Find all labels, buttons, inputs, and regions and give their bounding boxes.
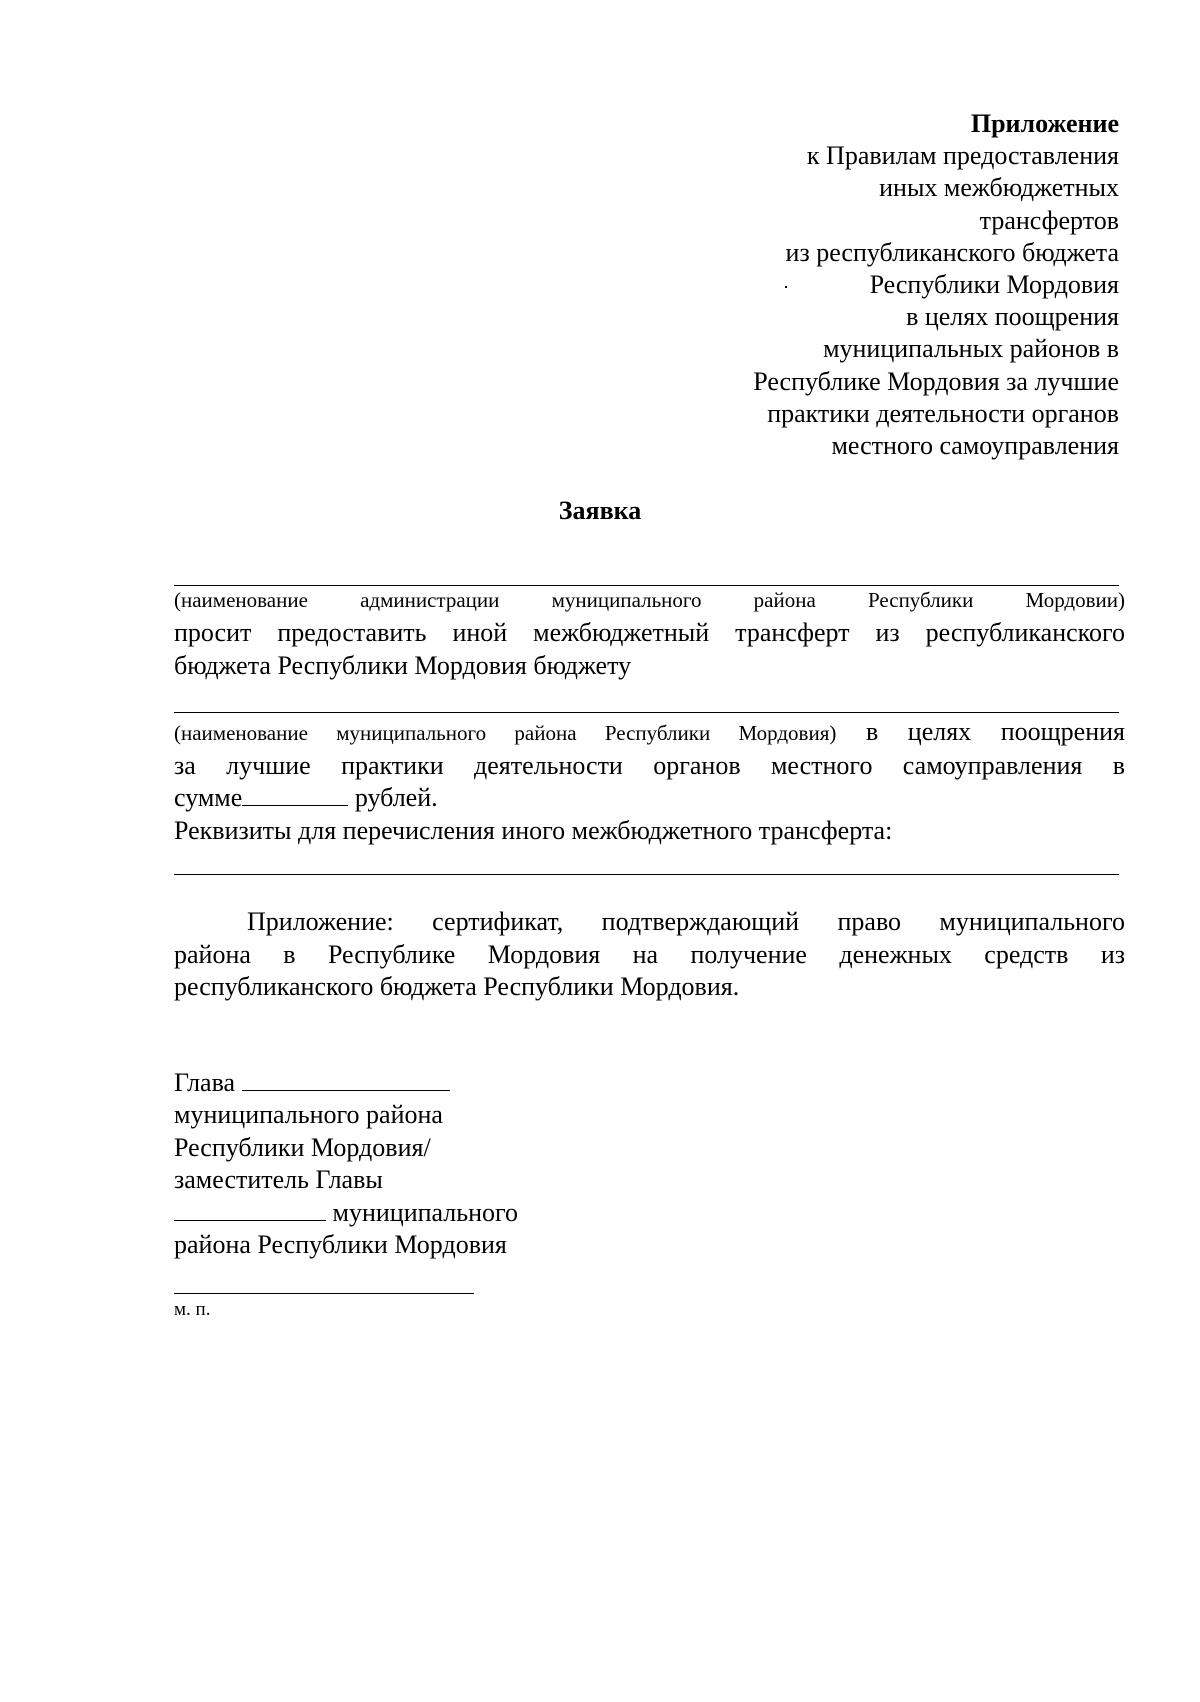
appendix-line: из республиканского бюджета [785,237,1119,267]
attachment-text: Приложение: сертификат, подтверждающий право муниципального [247,907,1125,936]
requisites-label: Реквизиты для перечисления иного межбюджетного трансферта: [174,815,893,845]
purpose-line: за лучшие практики деятельности органов местного самоуправления в [174,750,1125,780]
appendix-title: Приложение [970,109,1119,138]
requisites-line [174,874,1119,875]
deputy-name-blank [174,1198,326,1221]
request-line: бюджета Республики Мордовия бюджету [174,650,632,680]
signature-line [174,1197,518,1229]
signature-rule [174,1293,474,1294]
appendix-line: трансфертов [979,205,1119,235]
request-line: просит предоставить иной межбюджетный трансферт из республиканского [174,618,1125,647]
appendix-line: Республики Мордовия [869,270,1119,300]
sum-blank [242,783,348,806]
signature-line [174,1067,518,1099]
signature-block [174,1067,518,1261]
appendix-line: к Правилам предоставления [806,141,1119,171]
purpose-line [174,716,1125,750]
appendix-line: иных межбюджетных [879,173,1119,203]
purpose-paragraph [174,716,1125,847]
seal-label: м. п. [174,1299,211,1320]
appendix-line: местного самоуправления [831,431,1119,461]
purpose-tail: в целях поощрения [865,717,1125,746]
municipal-label: муниципального [332,1197,519,1227]
attachment-paragraph [174,906,1125,1004]
sum-line [174,782,1125,815]
district-name-caption: (наименование муниципального района Республики Мордовия) [174,721,837,745]
signature-line: муниципального района [174,1100,443,1130]
signature-line: заместитель Главы [174,1165,383,1195]
scan-speck [785,286,787,288]
appendix-line: в целях поощрения [906,302,1119,332]
district-name-line [174,712,1119,713]
attachment-line: республиканского бюджета Республики Мордовия. [174,972,740,1001]
head-signature-blank [242,1068,450,1091]
appendix-line: Республике Мордовия за лучшие [753,366,1119,396]
attachment-line: района в Республике Мордовия на получение денежных средств из [174,939,1125,969]
appendix-line: муниципальных районов в [823,334,1119,364]
head-label: Глава [174,1068,236,1097]
sum-prefix: сумме [174,783,243,812]
appendix-header [753,108,1119,462]
signature-line: Республики Мордовия/ [174,1132,431,1162]
appendix-line: практики деятельности органов [767,398,1119,428]
sum-suffix: рублей. [354,783,438,812]
admin-name-caption: (наименование администрации муниципального района Республики Мордовии) [174,588,1125,612]
attachment-line [174,906,1125,939]
document-title: Заявка [558,496,642,525]
signature-line: района Республики Мордовия [174,1230,507,1260]
request-paragraph [174,617,1125,682]
